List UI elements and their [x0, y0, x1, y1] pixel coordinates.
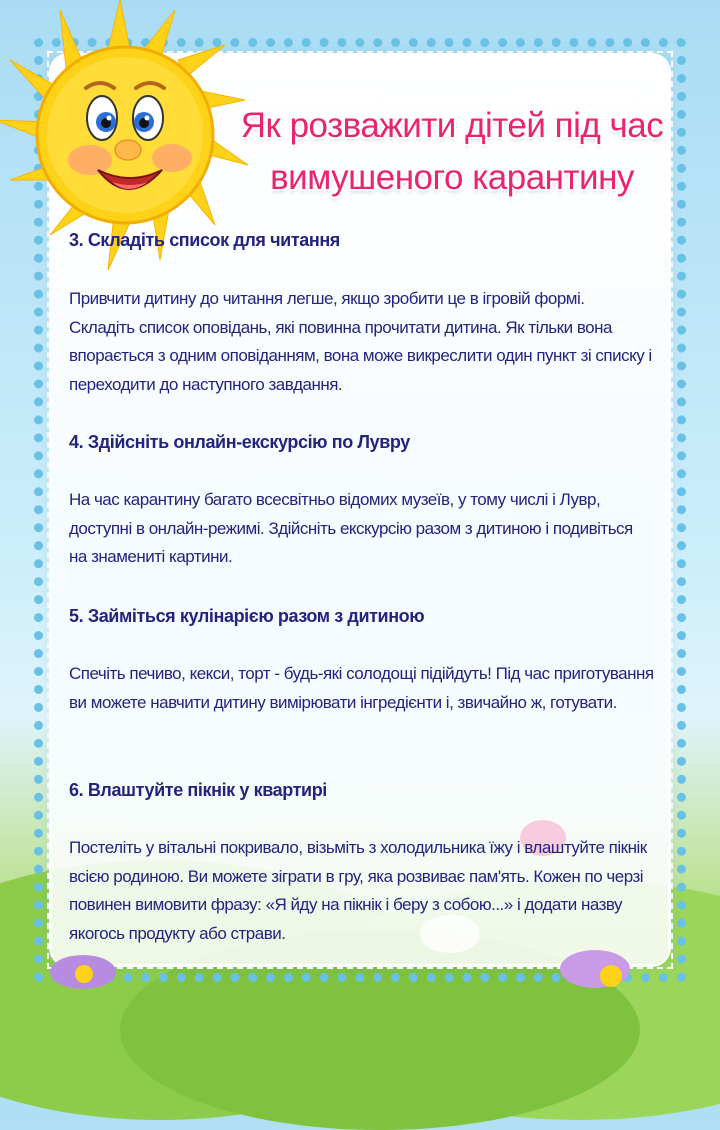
title-line-1: Як розважити дітей під час [240, 106, 664, 145]
page-title [232, 100, 672, 204]
ground-flower-icon [600, 965, 622, 987]
section-body-reading-list: Привчити дитину до читання легше, якщо зробити це в ігровій формі. Складіть список оповідань, які повинна прочитати дитина. Як тільки вона впорається з одним оповіданням, вона може викреслити один пункт зі списку і переходити до наступного завдання. [69, 289, 652, 394]
section-body-picnic: Постеліть у вітальні покривало, візьміть з холодильника їжу і влаштуйте пікнік всією родиною. Ви можете зіграти в гру, яка розвиває пам'ять. Кожен по черзі повинен вимовити фразу: «Я йду на пікнік і беру з собою...» і додати назву якогось продукту або страви. [69, 838, 647, 943]
section-heading-picnic: 6. Влаштуйте пікнік у квартирі [69, 780, 327, 800]
section-heading-reading-list: 3. Складіть список для читання [69, 230, 340, 250]
section-body-cooking: Спечіть печиво, кекси, торт - будь-які солодощі підійдуть! Під час приготування ви можете навчити дитину вимірювати інгредієнти і, звичайно ж, готувати. [69, 664, 654, 712]
ground-flower-icon [75, 965, 93, 983]
section-heading-louvre-tour: 4. Здійсніть онлайн-екскурсію по Лувру [69, 432, 410, 452]
section-heading-cooking: 5. Займіться кулінарією разом з дитиною [69, 606, 425, 626]
title-line-2: вимушеного карантину [270, 158, 634, 197]
section-body-louvre-tour: На час карантину багато всесвітньо відомих музеїв, у тому числі і Лувр, доступні в онлайн-режимі. Здійсніть екскурсію разом з дитиною і подивіться на знамениті картини. [69, 490, 633, 566]
